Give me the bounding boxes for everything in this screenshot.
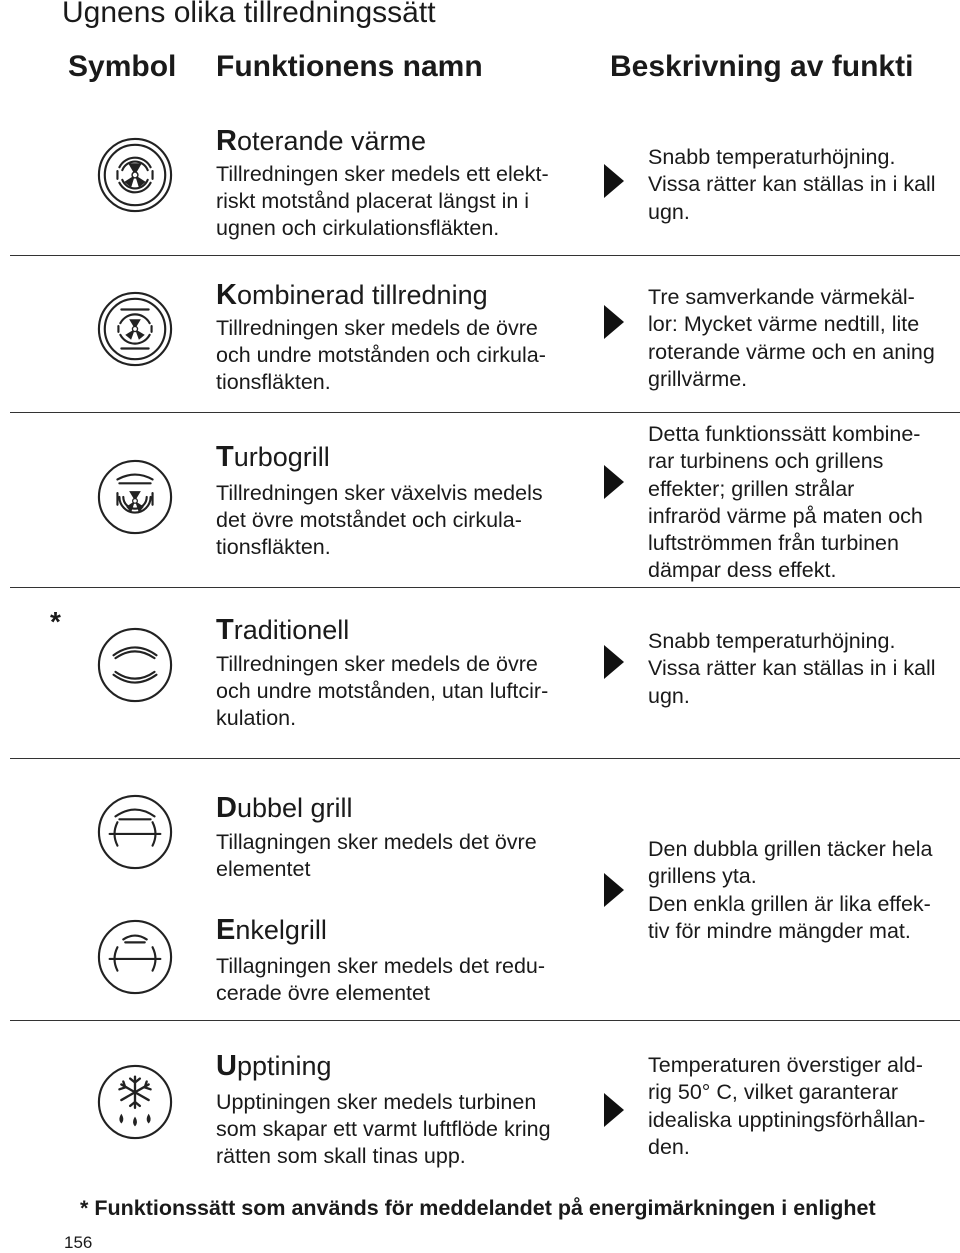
- header-description: Beskrivning av funkti: [610, 50, 914, 83]
- description-defrost: Temperaturen överstiger ald- rig 50° C, vilket garanterar idealiska upptiningsförhållan- den.: [648, 1053, 926, 1159]
- function-text-traditional: Tillredningen sker medels de övre och undre motstånden, utan luftcir- kulation.: [216, 652, 549, 730]
- function-name-traditional: Traditionell: [216, 614, 350, 646]
- arrow-icon: [604, 465, 624, 499]
- function-text-double-grill: Tillagningen sker medels det övre elementet: [216, 830, 537, 881]
- turbogrill-icon: [96, 458, 174, 536]
- arrow-icon: [604, 305, 624, 339]
- description-turbogrill: Detta funktionssätt kombine- rar turbinens och grillens effekter; grillen strålar infraröd värme på maten och luftströmmen från turbinen dämpar dess effekt.: [648, 422, 923, 583]
- combined-cooking-icon: [96, 290, 174, 368]
- arrow-icon: [604, 645, 624, 679]
- footnote: * Funktionssätt som används för meddelandet på energimärkningen i enlighet: [80, 1196, 876, 1220]
- function-text-single-grill: Tillagningen sker medels det redu- cerade övre elementet: [216, 954, 546, 1005]
- arrow-icon: [604, 164, 624, 198]
- single-grill-icon: [96, 918, 174, 996]
- header-symbol: Symbol: [68, 50, 177, 83]
- divider: [10, 587, 960, 588]
- double-grill-icon: [96, 793, 174, 871]
- function-text-defrost: Upptiningen sker medels turbinen som skapar ett varmt luftflöde kring rätten som skall tinas upp.: [216, 1090, 551, 1168]
- function-name-combined-cooking: Kombinerad tillredning: [216, 279, 488, 311]
- function-name-defrost: Upptining: [216, 1050, 332, 1082]
- arrow-icon: [604, 1093, 624, 1127]
- function-name-single-grill: Enkelgrill: [216, 914, 327, 946]
- arrow-icon: [604, 873, 624, 907]
- defrost-icon: [96, 1063, 174, 1141]
- page-number: 156: [64, 1233, 93, 1252]
- energy-label-marker: *: [50, 606, 61, 637]
- function-name-turbogrill: Turbogrill: [216, 441, 330, 473]
- page-title: Ugnens olika tillredningssätt: [62, 0, 436, 29]
- function-text-rotating-heat: Tillredningen sker medels ett elekt- riskt motstånd placerat längst in i ugnen och cirkulationsfläkten.: [216, 162, 549, 240]
- rotating-heat-icon: [96, 136, 174, 214]
- function-name-rotating-heat: Roterande värme: [216, 125, 427, 157]
- description-combined-cooking: Tre samverkande värmekäl- lor: Mycket värme nedtill, lite roterande värme och en aning grillvärme.: [648, 285, 935, 391]
- function-name-double-grill: Dubbel grill: [216, 792, 353, 824]
- description-rotating-heat: Snabb temperaturhöjning. Vissa rätter kan ställas in i kall ugn.: [648, 145, 936, 224]
- divider: [10, 758, 960, 759]
- header-function-name: Funktionens namn: [216, 50, 483, 83]
- function-text-turbogrill: Tillredningen sker växelvis medels det övre motståndet och cirkula- tionsfläkten.: [216, 481, 543, 559]
- divider: [10, 1020, 960, 1021]
- description-traditional: Snabb temperaturhöjning. Vissa rätter kan ställas in i kall ugn.: [648, 629, 936, 708]
- description-grill: Den dubbla grillen täcker hela grillens yta. Den enkla grillen är lika effek- tiv för mindre mängder mat.: [648, 837, 933, 943]
- divider: [10, 412, 960, 413]
- function-text-combined-cooking: Tillredningen sker medels de övre och undre motstånden och cirkula- tionsfläkten.: [216, 316, 546, 394]
- divider: [10, 255, 960, 256]
- traditional-icon: [96, 626, 174, 704]
